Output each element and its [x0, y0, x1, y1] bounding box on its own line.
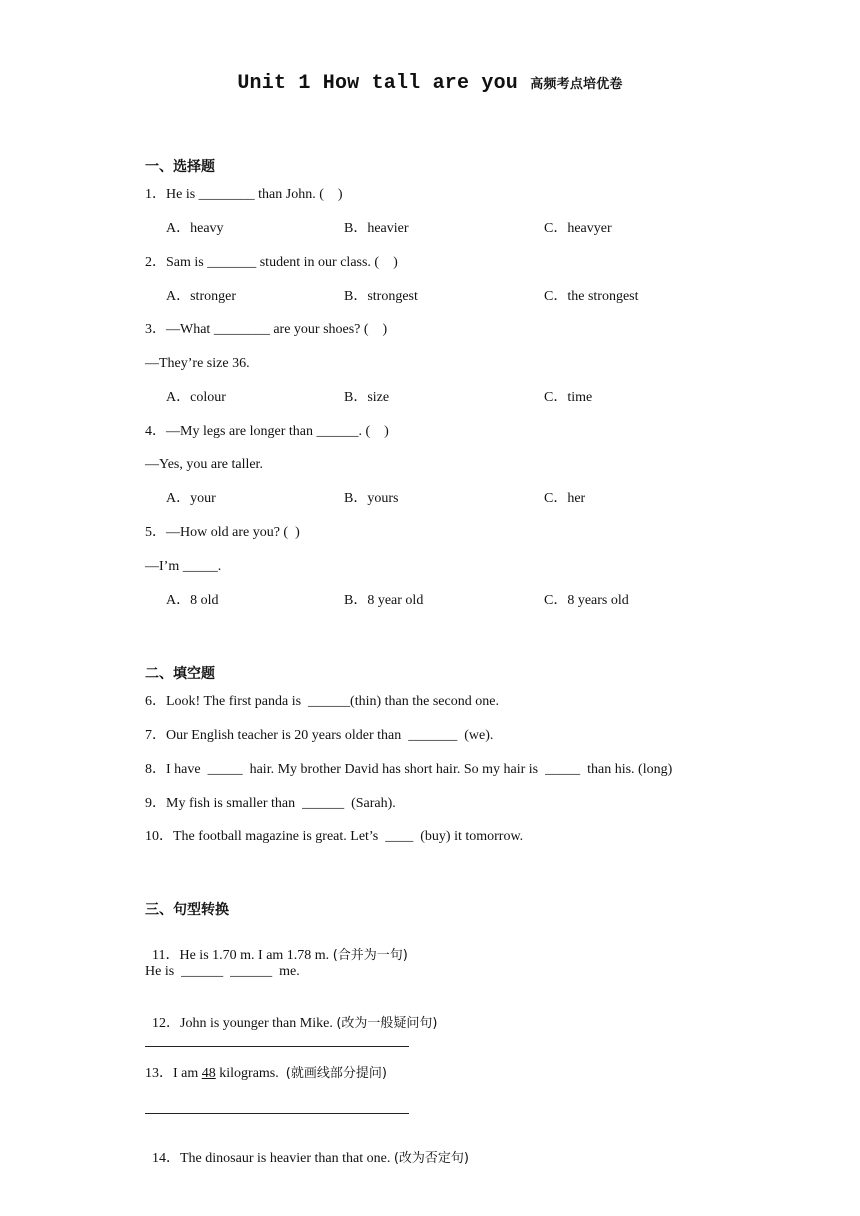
- section-heading-choice: 一、选择题: [145, 159, 215, 175]
- question-13-instruction: (就画线部分提问): [285, 1066, 387, 1081]
- question-1-option-b: B．heavier: [344, 221, 409, 236]
- question-4-option-c: C．her: [544, 491, 586, 506]
- question-5-stem: 5．—How old are you? ( ): [145, 525, 300, 540]
- section-heading-transform: 三、句型转换: [145, 902, 229, 918]
- question-2-option-c: C．the strongest: [544, 289, 639, 304]
- answer-line-13: [145, 1113, 409, 1114]
- question-1-option-c: C．heavyer: [544, 221, 612, 236]
- question-14-text: 14．The dinosaur is heavier than that one.: [152, 1151, 391, 1166]
- question-11-instruction: (合并为一句): [332, 948, 408, 963]
- question-4-option-b: B．yours: [344, 491, 399, 506]
- question-2-stem: 2．Sam is _______ student in our class. ( ): [145, 255, 398, 270]
- question-3-stem: 3．—What ________ are your shoes? ( ): [145, 322, 388, 337]
- question-3-reply: —They’re size 36.: [145, 356, 250, 371]
- section-heading-fill-in: 二、填空题: [145, 666, 215, 682]
- question-4-reply: —Yes, you are taller.: [145, 457, 263, 472]
- question-12: [145, 997, 437, 1033]
- question-2-option-b: B．strongest: [344, 289, 418, 304]
- question-11-text: 11．He is 1.70 m. I am 1.78 m.: [152, 948, 330, 963]
- question-13-underlined-number: 48: [201, 1066, 216, 1081]
- question-11-answer: He is ______ ______ me.: [145, 964, 300, 979]
- answer-line-12: [145, 1046, 409, 1047]
- question-1-stem: 1．He is ________ than John. ( ): [145, 187, 343, 202]
- question-14-instruction: (改为否定句): [393, 1151, 469, 1166]
- question-12-instruction: (改为一般疑问句): [336, 1016, 438, 1031]
- question-5-option-b: B．8 year old: [344, 593, 424, 608]
- title-chinese: 高频考点培优卷: [530, 77, 623, 92]
- title-english: Unit 1 How tall are you: [237, 72, 519, 95]
- question-9: 9．My fish is smaller than ______ (Sarah).: [145, 796, 396, 811]
- question-2-option-a: A．stronger: [166, 289, 236, 304]
- question-4-stem: 4．—My legs are longer than ______. ( ): [145, 424, 389, 439]
- question-3-option-b: B．size: [344, 390, 390, 405]
- question-3-option-a: A．colour: [166, 390, 226, 405]
- question-13-text-pre: 13．I am: [145, 1066, 202, 1081]
- question-6: 6．Look! The first panda is ______(thin) than the second one.: [145, 694, 499, 709]
- question-10: 10．The football magazine is great. Let’s ____ (buy) it tomorrow.: [145, 829, 524, 844]
- question-12-text: 12．John is younger than Mike.: [152, 1016, 333, 1031]
- question-1-option-a: A．heavy: [166, 221, 224, 236]
- question-8: 8．I have _____ hair. My brother David has short hair. So my hair is _____ than his. (long): [145, 762, 673, 777]
- question-3-option-c: C．time: [544, 390, 593, 405]
- question-7: 7．Our English teacher is 20 years older than _______ (we).: [145, 728, 494, 743]
- question-13: [145, 1065, 387, 1083]
- question-5-reply: —I’m _____.: [145, 559, 222, 574]
- question-11: [145, 929, 408, 965]
- question-5-option-a: A．8 old: [166, 593, 219, 608]
- question-4-option-a: A．your: [166, 491, 216, 506]
- page-title: [0, 72, 860, 95]
- question-14: [145, 1132, 469, 1168]
- question-5-option-c: C．8 years old: [544, 593, 629, 608]
- question-13-text-post: kilograms.: [215, 1066, 286, 1081]
